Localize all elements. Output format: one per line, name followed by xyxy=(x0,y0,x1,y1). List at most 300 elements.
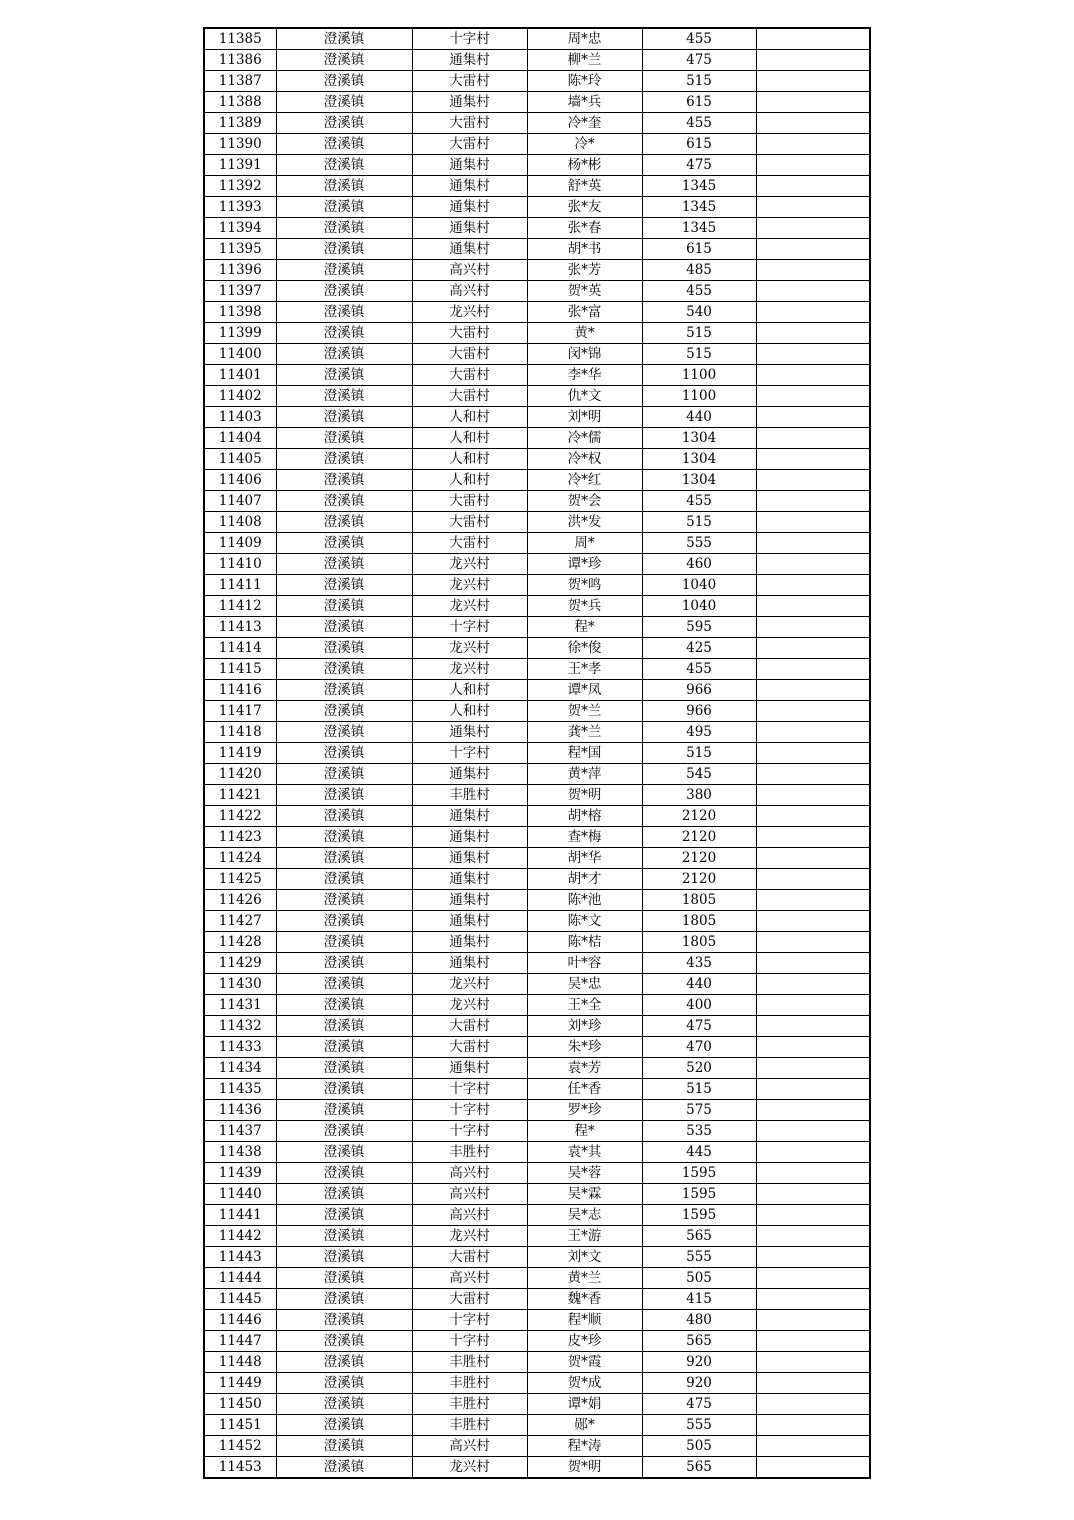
name-cell: 周* xyxy=(527,533,642,554)
row-number-cell: 11452 xyxy=(204,1436,276,1457)
row-number-cell: 11418 xyxy=(204,722,276,743)
town-cell: 澄溪镇 xyxy=(276,1058,412,1079)
village-cell: 十字村 xyxy=(412,1079,527,1100)
remark-cell xyxy=(756,575,870,596)
town-cell: 澄溪镇 xyxy=(276,932,412,953)
table-row xyxy=(204,575,870,596)
table-row xyxy=(204,1163,870,1184)
amount-cell: 615 xyxy=(642,134,756,155)
town-cell: 澄溪镇 xyxy=(276,491,412,512)
row-number-cell: 11408 xyxy=(204,512,276,533)
row-number-cell: 11441 xyxy=(204,1205,276,1226)
table-row xyxy=(204,1415,870,1436)
remark-cell xyxy=(756,680,870,701)
name-cell: 程*国 xyxy=(527,743,642,764)
village-cell: 人和村 xyxy=(412,701,527,722)
name-cell: 冷*奎 xyxy=(527,113,642,134)
row-number-cell: 11398 xyxy=(204,302,276,323)
amount-cell: 475 xyxy=(642,50,756,71)
town-cell: 澄溪镇 xyxy=(276,1457,412,1479)
row-number-cell: 11424 xyxy=(204,848,276,869)
row-number-cell: 11428 xyxy=(204,932,276,953)
town-cell: 澄溪镇 xyxy=(276,1373,412,1394)
remark-cell xyxy=(756,596,870,617)
village-cell: 人和村 xyxy=(412,470,527,491)
name-cell: 贺*英 xyxy=(527,281,642,302)
name-cell: 吴*忠 xyxy=(527,974,642,995)
village-cell: 龙兴村 xyxy=(412,596,527,617)
town-cell: 澄溪镇 xyxy=(276,785,412,806)
remark-cell xyxy=(756,743,870,764)
remark-cell xyxy=(756,50,870,71)
table-row xyxy=(204,911,870,932)
amount-cell: 1304 xyxy=(642,449,756,470)
remark-cell xyxy=(756,785,870,806)
amount-cell: 515 xyxy=(642,743,756,764)
remark-cell xyxy=(756,407,870,428)
town-cell: 澄溪镇 xyxy=(276,974,412,995)
name-cell: 李*华 xyxy=(527,365,642,386)
row-number-cell: 11437 xyxy=(204,1121,276,1142)
amount-cell: 555 xyxy=(642,533,756,554)
town-cell: 澄溪镇 xyxy=(276,92,412,113)
amount-cell: 545 xyxy=(642,764,756,785)
row-number-cell: 11422 xyxy=(204,806,276,827)
remark-cell xyxy=(756,323,870,344)
town-cell: 澄溪镇 xyxy=(276,995,412,1016)
amount-cell: 2120 xyxy=(642,827,756,848)
amount-cell: 2120 xyxy=(642,848,756,869)
village-cell: 龙兴村 xyxy=(412,1226,527,1247)
amount-cell: 455 xyxy=(642,28,756,50)
row-number-cell: 11450 xyxy=(204,1394,276,1415)
village-cell: 通集村 xyxy=(412,1058,527,1079)
remark-cell xyxy=(756,1457,870,1479)
village-cell: 大雷村 xyxy=(412,71,527,92)
row-number-cell: 11438 xyxy=(204,1142,276,1163)
row-number-cell: 11432 xyxy=(204,1016,276,1037)
name-cell: 贺*成 xyxy=(527,1373,642,1394)
remark-cell xyxy=(756,890,870,911)
table-row xyxy=(204,1037,870,1058)
name-cell: 张*友 xyxy=(527,197,642,218)
remark-cell xyxy=(756,428,870,449)
village-cell: 通集村 xyxy=(412,848,527,869)
row-number-cell: 11396 xyxy=(204,260,276,281)
amount-cell: 565 xyxy=(642,1457,756,1479)
remark-cell xyxy=(756,386,870,407)
amount-cell: 575 xyxy=(642,1100,756,1121)
village-cell: 通集村 xyxy=(412,806,527,827)
village-cell: 大雷村 xyxy=(412,365,527,386)
table-row xyxy=(204,155,870,176)
row-number-cell: 11425 xyxy=(204,869,276,890)
table-row xyxy=(204,197,870,218)
remark-cell xyxy=(756,1268,870,1289)
remark-cell xyxy=(756,1310,870,1331)
name-cell: 龚*兰 xyxy=(527,722,642,743)
town-cell: 澄溪镇 xyxy=(276,470,412,491)
village-cell: 丰胜村 xyxy=(412,1373,527,1394)
name-cell: 贺*明 xyxy=(527,1457,642,1479)
row-number-cell: 11414 xyxy=(204,638,276,659)
town-cell: 澄溪镇 xyxy=(276,554,412,575)
amount-cell: 1595 xyxy=(642,1163,756,1184)
town-cell: 澄溪镇 xyxy=(276,302,412,323)
town-cell: 澄溪镇 xyxy=(276,323,412,344)
table-row xyxy=(204,1289,870,1310)
table-row xyxy=(204,28,870,50)
row-number-cell: 11388 xyxy=(204,92,276,113)
town-cell: 澄溪镇 xyxy=(276,1247,412,1268)
remark-cell xyxy=(756,617,870,638)
name-cell: 洪*发 xyxy=(527,512,642,533)
remark-cell xyxy=(756,1415,870,1436)
village-cell: 通集村 xyxy=(412,722,527,743)
amount-cell: 615 xyxy=(642,239,756,260)
town-cell: 澄溪镇 xyxy=(276,260,412,281)
row-number-cell: 11423 xyxy=(204,827,276,848)
row-number-cell: 11445 xyxy=(204,1289,276,1310)
name-cell: 胡*才 xyxy=(527,869,642,890)
town-cell: 澄溪镇 xyxy=(276,1394,412,1415)
name-cell: 墙*兵 xyxy=(527,92,642,113)
table-row xyxy=(204,1226,870,1247)
table-row xyxy=(204,1205,870,1226)
village-cell: 通集村 xyxy=(412,50,527,71)
row-number-cell: 11421 xyxy=(204,785,276,806)
amount-cell: 1304 xyxy=(642,470,756,491)
name-cell: 闵*锦 xyxy=(527,344,642,365)
village-cell: 十字村 xyxy=(412,1121,527,1142)
remark-cell xyxy=(756,1394,870,1415)
town-cell: 澄溪镇 xyxy=(276,1331,412,1352)
village-cell: 大雷村 xyxy=(412,1289,527,1310)
row-number-cell: 11415 xyxy=(204,659,276,680)
name-cell: 刘*明 xyxy=(527,407,642,428)
row-number-cell: 11407 xyxy=(204,491,276,512)
amount-cell: 1805 xyxy=(642,932,756,953)
table-row xyxy=(204,953,870,974)
table-row xyxy=(204,176,870,197)
table-row xyxy=(204,344,870,365)
village-cell: 十字村 xyxy=(412,28,527,50)
row-number-cell: 11419 xyxy=(204,743,276,764)
remark-cell xyxy=(756,449,870,470)
amount-cell: 1100 xyxy=(642,365,756,386)
name-cell: 王*游 xyxy=(527,1226,642,1247)
town-cell: 澄溪镇 xyxy=(276,113,412,134)
remark-cell xyxy=(756,1037,870,1058)
village-cell: 十字村 xyxy=(412,743,527,764)
table-row xyxy=(204,932,870,953)
name-cell: 张*春 xyxy=(527,218,642,239)
amount-cell: 485 xyxy=(642,260,756,281)
name-cell: 陈*池 xyxy=(527,890,642,911)
remark-cell xyxy=(756,218,870,239)
data-table xyxy=(203,27,871,1479)
name-cell: 黄*兰 xyxy=(527,1268,642,1289)
remark-cell xyxy=(756,1373,870,1394)
row-number-cell: 11448 xyxy=(204,1352,276,1373)
amount-cell: 920 xyxy=(642,1352,756,1373)
remark-cell xyxy=(756,71,870,92)
remark-cell xyxy=(756,155,870,176)
village-cell: 龙兴村 xyxy=(412,1457,527,1479)
table-row xyxy=(204,533,870,554)
village-cell: 通集村 xyxy=(412,218,527,239)
row-number-cell: 11430 xyxy=(204,974,276,995)
town-cell: 澄溪镇 xyxy=(276,155,412,176)
row-number-cell: 11439 xyxy=(204,1163,276,1184)
town-cell: 澄溪镇 xyxy=(276,1037,412,1058)
row-number-cell: 11411 xyxy=(204,575,276,596)
village-cell: 大雷村 xyxy=(412,344,527,365)
row-number-cell: 11436 xyxy=(204,1100,276,1121)
table-row xyxy=(204,1310,870,1331)
village-cell: 十字村 xyxy=(412,1331,527,1352)
row-number-cell: 11412 xyxy=(204,596,276,617)
amount-cell: 555 xyxy=(642,1247,756,1268)
row-number-cell: 11451 xyxy=(204,1415,276,1436)
town-cell: 澄溪镇 xyxy=(276,1163,412,1184)
table-row xyxy=(204,680,870,701)
amount-cell: 1040 xyxy=(642,596,756,617)
amount-cell: 595 xyxy=(642,617,756,638)
row-number-cell: 11433 xyxy=(204,1037,276,1058)
village-cell: 高兴村 xyxy=(412,1268,527,1289)
remark-cell xyxy=(756,260,870,281)
amount-cell: 920 xyxy=(642,1373,756,1394)
amount-cell: 1805 xyxy=(642,890,756,911)
name-cell: 胡*榕 xyxy=(527,806,642,827)
row-number-cell: 11426 xyxy=(204,890,276,911)
amount-cell: 495 xyxy=(642,722,756,743)
row-number-cell: 11404 xyxy=(204,428,276,449)
remark-cell xyxy=(756,701,870,722)
village-cell: 丰胜村 xyxy=(412,1394,527,1415)
town-cell: 澄溪镇 xyxy=(276,1415,412,1436)
village-cell: 高兴村 xyxy=(412,1163,527,1184)
remark-cell xyxy=(756,491,870,512)
town-cell: 澄溪镇 xyxy=(276,617,412,638)
remark-cell xyxy=(756,911,870,932)
village-cell: 龙兴村 xyxy=(412,638,527,659)
remark-cell xyxy=(756,869,870,890)
town-cell: 澄溪镇 xyxy=(276,1142,412,1163)
town-cell: 澄溪镇 xyxy=(276,680,412,701)
amount-cell: 966 xyxy=(642,701,756,722)
row-number-cell: 11394 xyxy=(204,218,276,239)
village-cell: 高兴村 xyxy=(412,1184,527,1205)
row-number-cell: 11391 xyxy=(204,155,276,176)
table-row xyxy=(204,407,870,428)
row-number-cell: 11429 xyxy=(204,953,276,974)
town-cell: 澄溪镇 xyxy=(276,176,412,197)
name-cell: 谭*珍 xyxy=(527,554,642,575)
table-row xyxy=(204,617,870,638)
village-cell: 十字村 xyxy=(412,617,527,638)
table-row xyxy=(204,1184,870,1205)
table-row xyxy=(204,1142,870,1163)
village-cell: 丰胜村 xyxy=(412,1142,527,1163)
table-row xyxy=(204,386,870,407)
town-cell: 澄溪镇 xyxy=(276,239,412,260)
town-cell: 澄溪镇 xyxy=(276,365,412,386)
remark-cell xyxy=(756,239,870,260)
table-row xyxy=(204,1121,870,1142)
amount-cell: 1345 xyxy=(642,218,756,239)
village-cell: 大雷村 xyxy=(412,1247,527,1268)
name-cell: 仇*文 xyxy=(527,386,642,407)
town-cell: 澄溪镇 xyxy=(276,1268,412,1289)
row-number-cell: 11401 xyxy=(204,365,276,386)
name-cell: 朱*珍 xyxy=(527,1037,642,1058)
table-row xyxy=(204,491,870,512)
village-cell: 丰胜村 xyxy=(412,1352,527,1373)
remark-cell xyxy=(756,113,870,134)
name-cell: 陈*玲 xyxy=(527,71,642,92)
amount-cell: 615 xyxy=(642,92,756,113)
amount-cell: 440 xyxy=(642,407,756,428)
name-cell: 罗*珍 xyxy=(527,1100,642,1121)
row-number-cell: 11453 xyxy=(204,1457,276,1479)
row-number-cell: 11390 xyxy=(204,134,276,155)
table-row xyxy=(204,659,870,680)
amount-cell: 540 xyxy=(642,302,756,323)
table-row xyxy=(204,1352,870,1373)
town-cell: 澄溪镇 xyxy=(276,512,412,533)
row-number-cell: 11405 xyxy=(204,449,276,470)
remark-cell xyxy=(756,302,870,323)
amount-cell: 515 xyxy=(642,1079,756,1100)
table-row xyxy=(204,701,870,722)
village-cell: 龙兴村 xyxy=(412,575,527,596)
town-cell: 澄溪镇 xyxy=(276,659,412,680)
village-cell: 通集村 xyxy=(412,890,527,911)
amount-cell: 1345 xyxy=(642,197,756,218)
name-cell: 郧* xyxy=(527,1415,642,1436)
village-cell: 高兴村 xyxy=(412,281,527,302)
town-cell: 澄溪镇 xyxy=(276,575,412,596)
name-cell: 吴*蓉 xyxy=(527,1163,642,1184)
remark-cell xyxy=(756,1016,870,1037)
table-row xyxy=(204,134,870,155)
table-row xyxy=(204,1436,870,1457)
name-cell: 陈*文 xyxy=(527,911,642,932)
town-cell: 澄溪镇 xyxy=(276,28,412,50)
name-cell: 查*梅 xyxy=(527,827,642,848)
town-cell: 澄溪镇 xyxy=(276,428,412,449)
town-cell: 澄溪镇 xyxy=(276,890,412,911)
table-row xyxy=(204,1373,870,1394)
village-cell: 高兴村 xyxy=(412,1436,527,1457)
village-cell: 龙兴村 xyxy=(412,302,527,323)
name-cell: 王*孝 xyxy=(527,659,642,680)
town-cell: 澄溪镇 xyxy=(276,1079,412,1100)
town-cell: 澄溪镇 xyxy=(276,1436,412,1457)
name-cell: 黄*萍 xyxy=(527,764,642,785)
row-number-cell: 11440 xyxy=(204,1184,276,1205)
table-row xyxy=(204,323,870,344)
remark-cell xyxy=(756,176,870,197)
town-cell: 澄溪镇 xyxy=(276,743,412,764)
amount-cell: 515 xyxy=(642,323,756,344)
name-cell: 程* xyxy=(527,1121,642,1142)
row-number-cell: 11420 xyxy=(204,764,276,785)
town-cell: 澄溪镇 xyxy=(276,281,412,302)
village-cell: 龙兴村 xyxy=(412,554,527,575)
village-cell: 大雷村 xyxy=(412,512,527,533)
village-cell: 通集村 xyxy=(412,953,527,974)
remark-cell xyxy=(756,1226,870,1247)
row-number-cell: 11443 xyxy=(204,1247,276,1268)
remark-cell xyxy=(756,806,870,827)
name-cell: 刘*珍 xyxy=(527,1016,642,1037)
village-cell: 丰胜村 xyxy=(412,785,527,806)
town-cell: 澄溪镇 xyxy=(276,1226,412,1247)
name-cell: 皮*珍 xyxy=(527,1331,642,1352)
town-cell: 澄溪镇 xyxy=(276,344,412,365)
amount-cell: 380 xyxy=(642,785,756,806)
table-row xyxy=(204,848,870,869)
row-number-cell: 11406 xyxy=(204,470,276,491)
table-row xyxy=(204,239,870,260)
name-cell: 贺*兵 xyxy=(527,596,642,617)
name-cell: 贺*霞 xyxy=(527,1352,642,1373)
table-row xyxy=(204,449,870,470)
name-cell: 陈*桔 xyxy=(527,932,642,953)
town-cell: 澄溪镇 xyxy=(276,638,412,659)
amount-cell: 400 xyxy=(642,995,756,1016)
town-cell: 澄溪镇 xyxy=(276,953,412,974)
village-cell: 人和村 xyxy=(412,428,527,449)
row-number-cell: 11409 xyxy=(204,533,276,554)
village-cell: 十字村 xyxy=(412,1100,527,1121)
town-cell: 澄溪镇 xyxy=(276,1352,412,1373)
town-cell: 澄溪镇 xyxy=(276,386,412,407)
name-cell: 舒*英 xyxy=(527,176,642,197)
village-cell: 通集村 xyxy=(412,869,527,890)
name-cell: 冷*红 xyxy=(527,470,642,491)
amount-cell: 515 xyxy=(642,344,756,365)
table-row xyxy=(204,596,870,617)
amount-cell: 1345 xyxy=(642,176,756,197)
amount-cell: 565 xyxy=(642,1226,756,1247)
row-number-cell: 11416 xyxy=(204,680,276,701)
name-cell: 叶*容 xyxy=(527,953,642,974)
table-row xyxy=(204,1016,870,1037)
amount-cell: 555 xyxy=(642,1415,756,1436)
name-cell: 杨*彬 xyxy=(527,155,642,176)
town-cell: 澄溪镇 xyxy=(276,533,412,554)
town-cell: 澄溪镇 xyxy=(276,1205,412,1226)
amount-cell: 440 xyxy=(642,974,756,995)
table-row xyxy=(204,50,870,71)
town-cell: 澄溪镇 xyxy=(276,848,412,869)
remark-cell xyxy=(756,1142,870,1163)
remark-cell xyxy=(756,995,870,1016)
village-cell: 大雷村 xyxy=(412,1016,527,1037)
remark-cell xyxy=(756,953,870,974)
town-cell: 澄溪镇 xyxy=(276,806,412,827)
remark-cell xyxy=(756,722,870,743)
amount-cell: 435 xyxy=(642,953,756,974)
table-row xyxy=(204,365,870,386)
name-cell: 贺*明 xyxy=(527,785,642,806)
table-row xyxy=(204,1079,870,1100)
table-row xyxy=(204,470,870,491)
